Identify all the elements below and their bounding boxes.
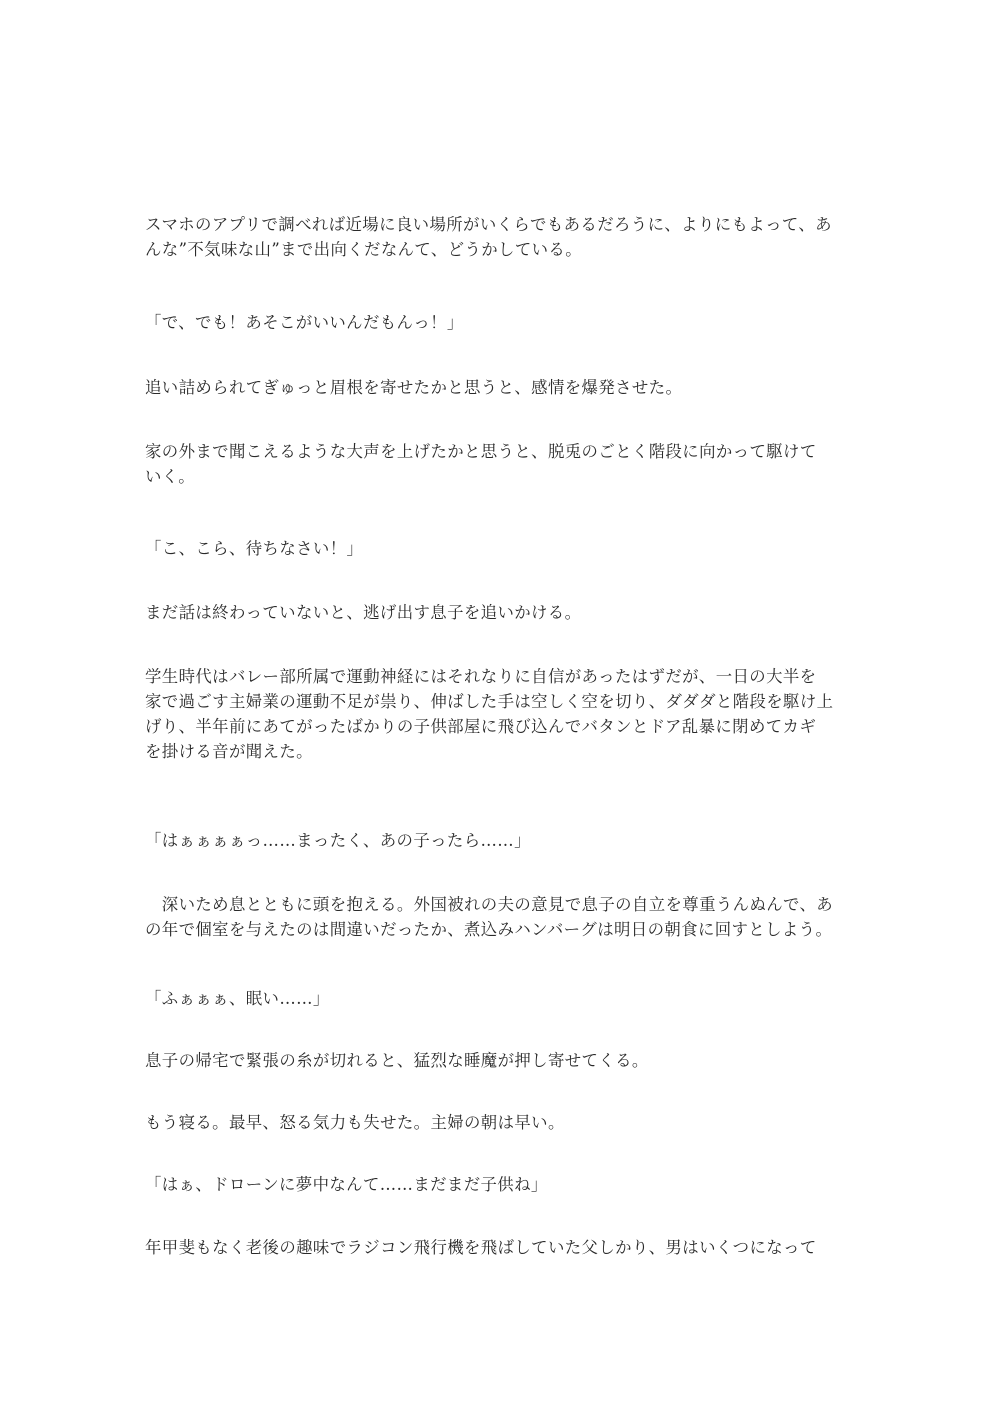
text-line: の年で個室を与えたのは間違いだったか、煮込みハンバーグは明日の朝食に回すとしよう。: [145, 920, 833, 939]
text-line: 「こ、こら、待ちなさい！」: [145, 539, 364, 558]
paragraph: [145, 892, 861, 942]
paragraph: [145, 828, 861, 853]
paragraph: [145, 1110, 861, 1135]
text-line: 「ふぁぁぁ、眠い……」: [145, 989, 330, 1008]
text-line: スマホのアプリで調べれば近場に良い場所がいくらでもあるだろうに、よりにもよって、あ: [145, 215, 832, 234]
text-line: 息子の帰宅で緊張の糸が切れると、猛烈な睡魔が押し寄せてくる。: [145, 1051, 649, 1070]
text-line: げり、半年前にあてがったばかりの子供部屋に飛び込んでバタンとドア乱暴に閉めてカギ: [145, 717, 817, 736]
paragraph: [145, 439, 861, 489]
paragraph: [145, 1048, 861, 1073]
paragraph: [145, 1172, 861, 1197]
text-line: 「で、でも！あそこがいいんだもんっ！」: [145, 313, 464, 332]
text-line: 「はぁぁぁぁっ……まったく、あの子ったら……」: [145, 831, 531, 850]
text-line: 家の外まで聞こえるような大声を上げたかと思うと、脱兎のごとく階段に向かって駆けて: [145, 442, 817, 461]
text-line: もう寝る。最早、怒る気力も失せた。主婦の朝は早い。: [145, 1113, 565, 1132]
paragraph: [145, 375, 861, 400]
paragraph: [145, 600, 861, 625]
text-line: いく。: [145, 467, 196, 486]
text-line: 「はぁ、ドローンに夢中なんて……まだまだ子供ね」: [145, 1175, 548, 1194]
paragraph: [145, 536, 861, 561]
text-line: 年甲斐もなく老後の趣味でラジコン飛行機を飛ばしていた父しかり、男はいくつになって: [145, 1238, 817, 1257]
paragraph: [145, 1235, 861, 1260]
text-line: 家で過ごす主婦業の運動不足が祟り、伸ばした手は空しく空を切り、ダダダと階段を駆け上: [145, 692, 834, 711]
paragraph: [145, 986, 861, 1011]
text-line: を掛ける音が聞えた。: [145, 742, 313, 761]
paragraph: [145, 212, 861, 262]
text-line: 学生時代はバレー部所属で運動神経にはそれなりに自信があったはずだが、一日の大半を: [145, 667, 817, 686]
text-line: んな”不気味な山”まで出向くだなんて、どうかしている。: [145, 240, 582, 259]
text-line: まだ話は終わっていないと、逃げ出す息子を追いかける。: [145, 603, 582, 622]
paragraph: [145, 310, 861, 335]
text-line: 追い詰められてぎゅっと眉根を寄せたかと思うと、感情を爆発させた。: [145, 378, 683, 397]
text-line: 深いため息とともに頭を抱える。外国被れの夫の意見で息子の自立を尊重うんぬんで、あ: [145, 895, 834, 914]
paragraph: [145, 664, 861, 764]
